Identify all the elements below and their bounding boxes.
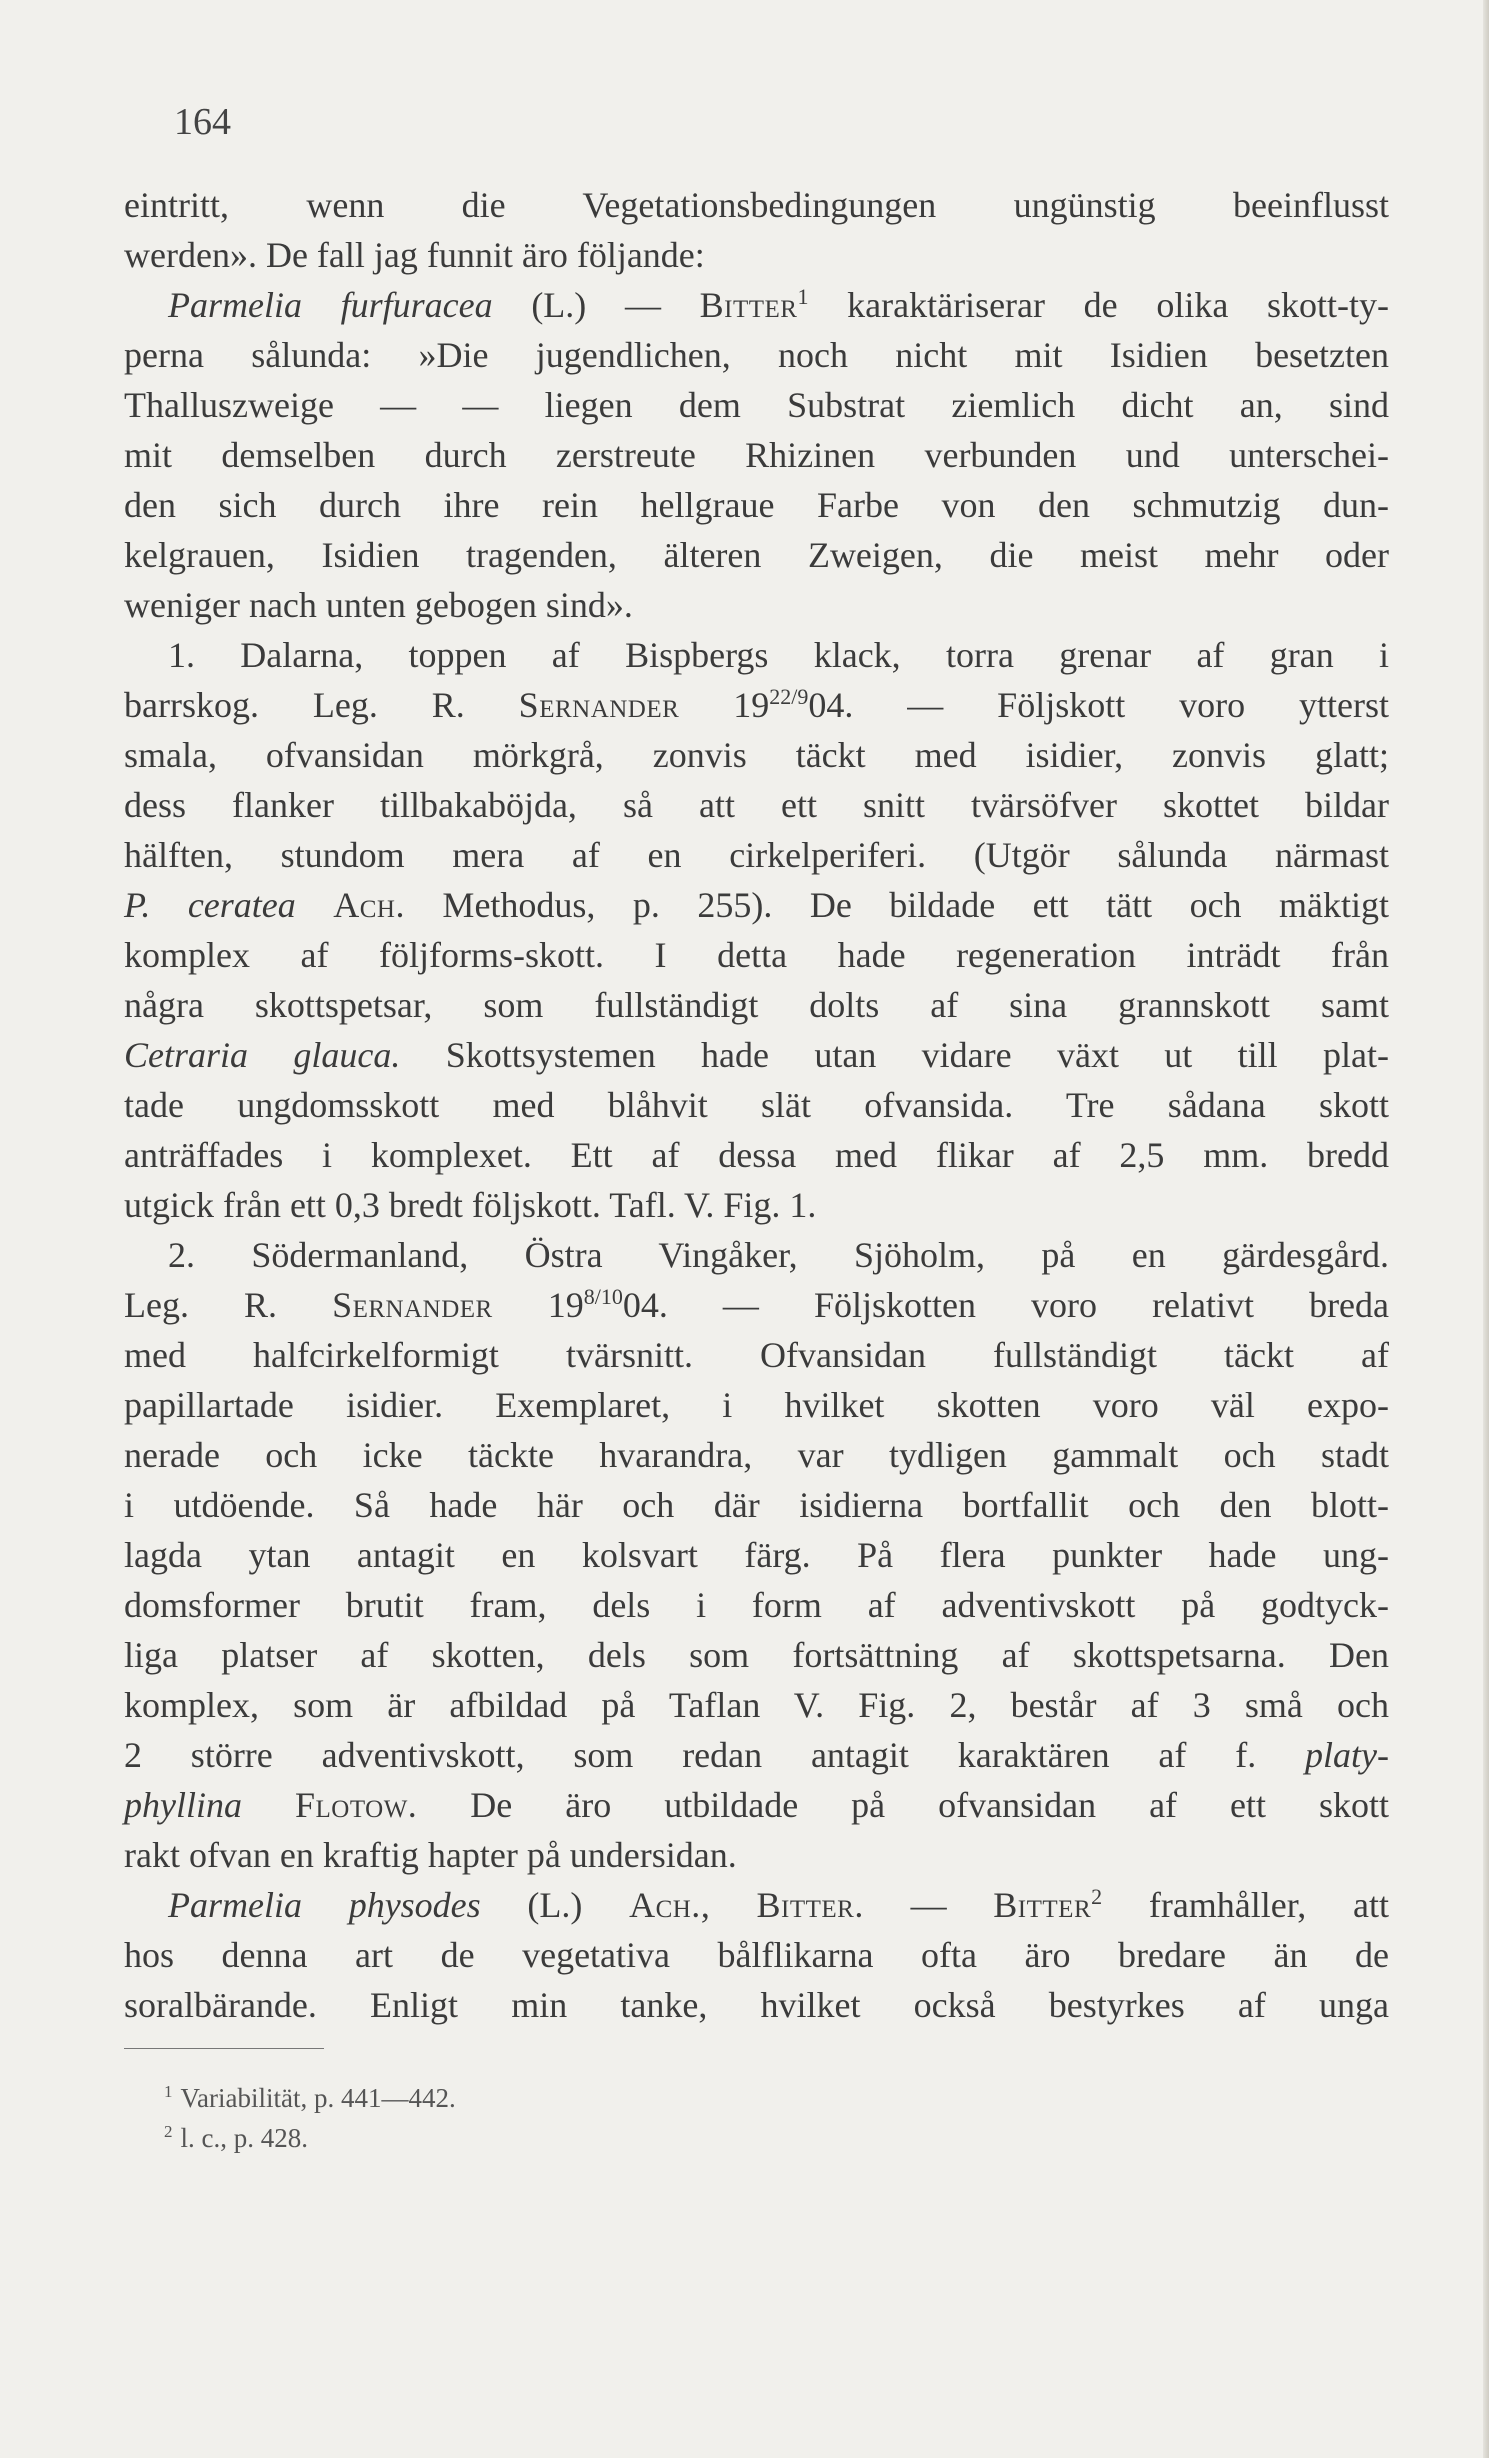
text-line: weniger nach unten gebogen sind». (124, 585, 633, 625)
page-edge-shadow (1483, 0, 1489, 2458)
text-line: hos denna art de vegetativa bålflikarna ofta äro bredare än de (124, 1935, 1389, 1975)
text-line: werden». De fall jag funnit äro följande: (124, 235, 705, 275)
text-line: anträffades i komplexet. Ett af dessa med flikar af 2,5 mm. bredd (124, 1135, 1389, 1175)
text-line: 2. Södermanland, Östra Vingåker, Sjöholm, på en gärdesgård. (168, 1235, 1389, 1275)
text-line: med halfcirkelformigt tvärsnitt. Ofvansidan fullständigt täckt af (124, 1335, 1389, 1375)
footnote-rule (124, 2048, 324, 2049)
text-line: phyllina Flotow. De äro utbildade på ofvansidan af ett skott (124, 1785, 1390, 1825)
text-line: 2 större adventivskott, som redan antagit karaktären af f. platy- (124, 1735, 1389, 1775)
text-line: 1. Dalarna, toppen af Bispbergs klack, torra grenar af gran i (168, 635, 1389, 675)
footnotes (164, 2078, 456, 2158)
text-line: soralbärande. Enligt min tanke, hvilket också bestyrkes af unga (124, 1985, 1389, 2025)
footnote-text: Variabilität, p. 441—442. (180, 2083, 456, 2113)
footnote-mark: 2 (164, 2122, 173, 2141)
text-line: Cetraria glauca. Skottsystemen hade utan vidare växt ut till plat- (124, 1035, 1389, 1075)
page-number: 164 (174, 101, 231, 143)
text-line: Leg. R. Sernander $19^{8/10}04$. — Följskotten voro relativt breda (124, 1284, 1390, 1325)
text-line: hälften, stundom mera af en cirkelperiferi. (Utgör sålunda närmast (124, 835, 1389, 875)
text-line: kelgrauen, Isidien tragenden, älteren Zweigen, die meist mehr oder (124, 535, 1389, 575)
text-line: lagda ytan antagit en kolsvart färg. På flera punkter hade ung- (124, 1535, 1389, 1575)
footnote-mark: 1 (164, 2082, 173, 2101)
text-line: eintritt, wenn die Vegetationsbedingungen ungünstig beeinflusst (124, 185, 1389, 225)
footnote-text: l. c., p. 428. (180, 2123, 308, 2153)
text-line: liga platser af skotten, dels som fortsättning af skottspetsarna. Den (124, 1635, 1389, 1675)
text-line: den sich durch ihre rein hellgraue Farbe von den schmutzig dun- (124, 485, 1389, 525)
text-line: papillartade isidier. Exemplaret, i hvilket skotten voro väl expo- (124, 1385, 1389, 1425)
body-text (124, 180, 1389, 2030)
text-line: Parmelia physodes (L.) Ach., Bitter. — Bitter$^2$ framhåller, att (168, 1884, 1390, 1925)
text-line: tade ungdomsskott med blåhvit slät ofvansida. Tre sådana skott (124, 1085, 1389, 1125)
text-line: komplex af följforms-skott. I detta hade regeneration inträdt från (124, 935, 1389, 975)
text-line: domsformer brutit fram, dels i form af adventivskott på godtyck- (124, 1585, 1389, 1625)
text-line: komplex, som är afbildad på Taflan V. Fig. 2, består af 3 små och (124, 1685, 1389, 1725)
text-line: smala, ofvansidan mörkgrå, zonvis täckt med isidier, zonvis glatt; (124, 735, 1389, 775)
text-line: några skottspetsar, som fullständigt dolts af sina grannskott samt (124, 985, 1389, 1025)
footnote (164, 2118, 456, 2158)
text-line: i utdöende. Så hade här och där isidierna bortfallit och den blott- (124, 1485, 1389, 1525)
text-line: rakt ofvan en kraftig hapter på undersidan. (124, 1835, 737, 1875)
text-line: Thalluszweige — — liegen dem Substrat ziemlich dicht an, sind (124, 385, 1389, 425)
text-line: P. ceratea Ach. Methodus, p. 255). De bildade ett tätt och mäktigt (124, 885, 1390, 925)
text-line: mit demselben durch zerstreute Rhizinen verbunden und unterschei- (124, 435, 1389, 475)
text-line: perna sålunda: »Die jugendlichen, noch nicht mit Isidien besetzten (124, 335, 1389, 375)
footnote (164, 2078, 456, 2118)
text-line: dess flanker tillbakaböjda, så att ett snitt tvärsöfver skottet bildar (124, 785, 1389, 825)
text-line: nerade och icke täckte hvarandra, var tydligen gammalt och stadt (124, 1435, 1389, 1475)
text-line: Parmelia furfuracea (L.) — Bitter$^1$ karaktäriserar de olika skott-ty- (168, 284, 1389, 325)
text-line: utgick från ett 0,3 bredt följskott. Tafl. V. Fig. 1. (124, 1185, 817, 1225)
text-line: barrskog. Leg. R. Sernander $19^{22/9}04$. — Följskott voro ytterst (124, 684, 1390, 725)
